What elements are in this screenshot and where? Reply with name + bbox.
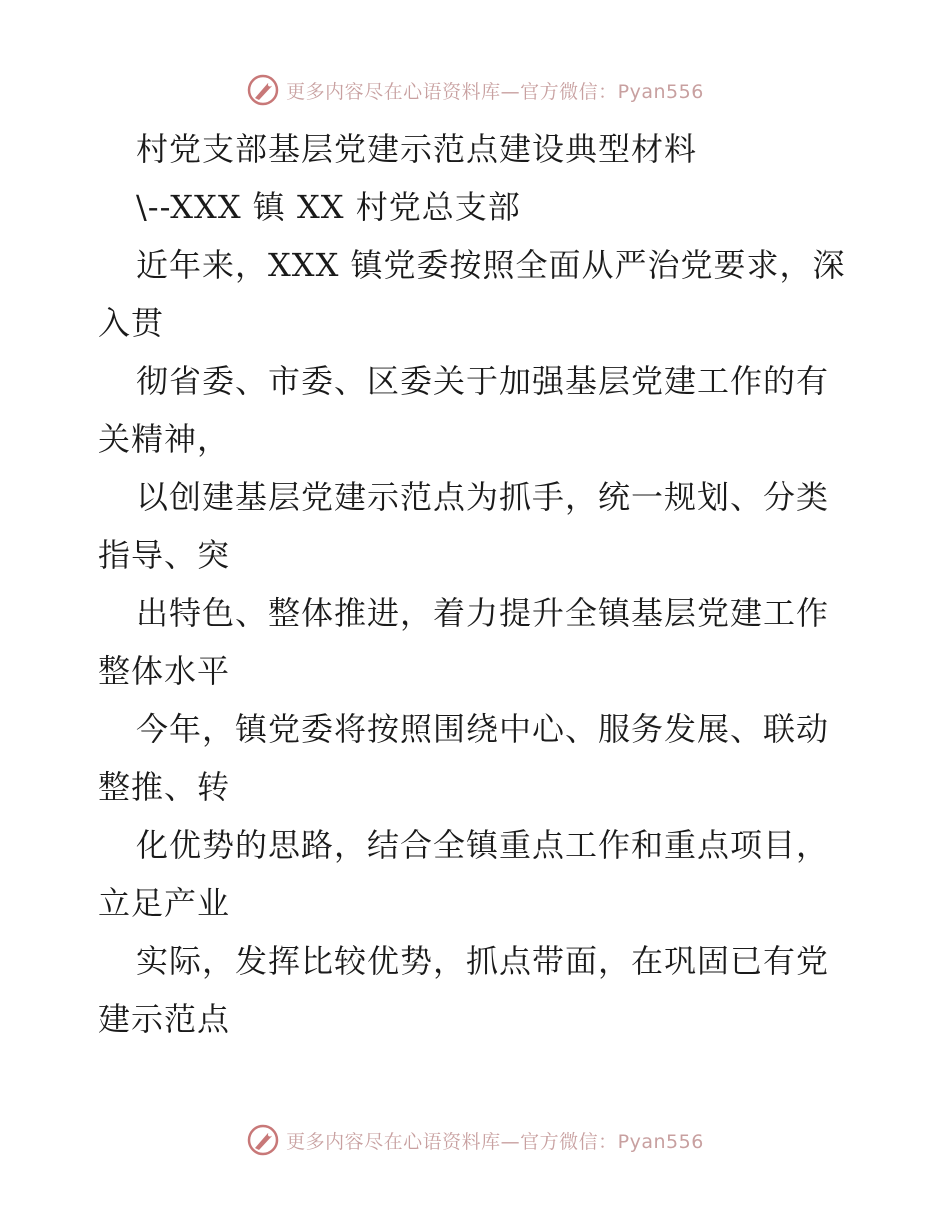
paragraph-line: 整体水平 — [98, 652, 231, 690]
paragraph-line: 出特色、整体推进，着力提升全镇基层党建工作 — [136, 594, 830, 632]
header-watermark-content — [246, 73, 704, 107]
pen-nib-logo-icon — [246, 73, 280, 107]
paragraph-line: 指导、突 — [98, 536, 231, 574]
paragraph-line: 以创建基层党建示范点为抓手，统一规划、分类 — [136, 478, 830, 516]
paragraph-line: 整推、转 — [98, 768, 231, 806]
paragraph-line: 入贯 — [98, 304, 165, 342]
document-subtitle: \--XXX 镇 XX 村党总支部 — [136, 188, 521, 226]
paragraph-line: 立足产业 — [98, 884, 231, 922]
footer-watermark-banner — [0, 1120, 950, 1160]
paragraph-line: 实际，发挥比较优势，抓点带面，在巩固已有党 — [136, 942, 830, 980]
paragraph-line: 化优势的思路，结合全镇重点工作和重点项目， — [136, 826, 830, 864]
paragraph-line: 建示范点 — [98, 1000, 231, 1038]
paragraph-line: 关精神， — [98, 420, 231, 458]
header-watermark-banner — [0, 70, 950, 110]
paragraph-line: 今年，镇党委将按照围绕中心、服务发展、联动 — [136, 710, 830, 748]
footer-watermark-content — [246, 1123, 704, 1157]
pen-nib-logo-icon — [246, 1123, 280, 1157]
document-body — [98, 120, 858, 1048]
paragraph-line: 彻省委、市委、区委关于加强基层党建工作的有 — [136, 362, 830, 400]
document-title: 村党支部基层党建示范点建设典型材料 — [136, 130, 698, 168]
paragraph-line: 近年来，XXX 镇党委按照全面从严治党要求，深 — [136, 246, 846, 284]
header-watermark-text: 更多内容尽在心语资料库—官方微信：Pyan556 — [286, 80, 704, 103]
footer-watermark-text: 更多内容尽在心语资料库—官方微信：Pyan556 — [286, 1130, 704, 1153]
